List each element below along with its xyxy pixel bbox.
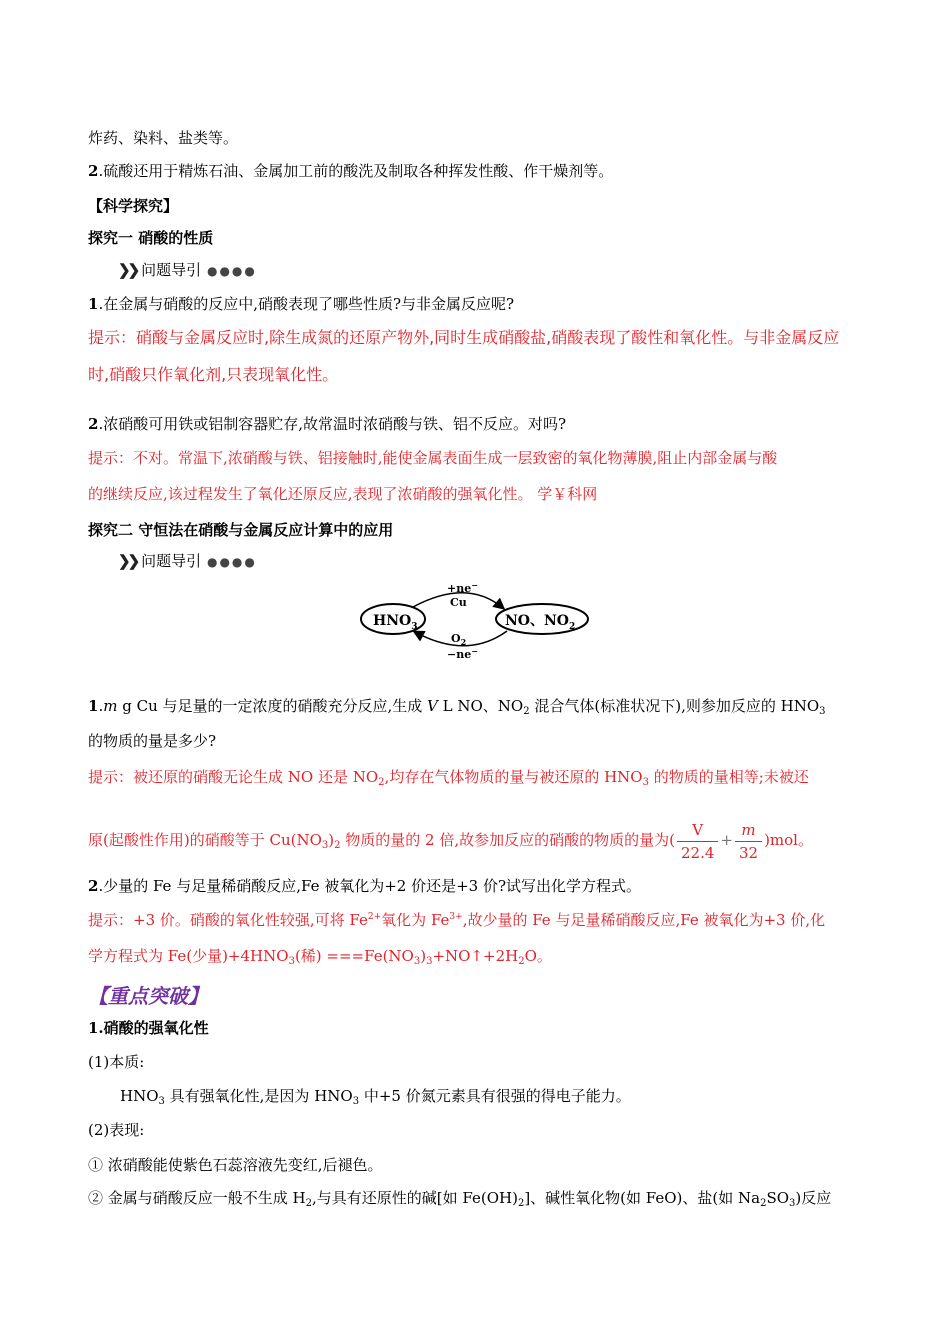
subsection-heading: 探究二 守恒法在硝酸与金属反应计算中的应用 [88,521,394,539]
question-guide: ❯❯ 问题导引 ●●●● [118,552,257,570]
answer-hint: 原(起酸性作用)的硝酸等于 $Cu(NO_3)_2$ 物质的量的 2 倍,故参加反应的硝酸的物质的量为( $\frac{V}{22.4}$ + $\frac{m}{32}$ )mol。 [88,820,813,862]
subsection-heading: 探究一 硝酸的性质 [88,229,214,247]
answer-hint: 学方程式为 Fe(少量)$+4HNO_3$(稀) $===Fe(NO_3)_3+NO↑+2H_2O$。 [88,947,552,967]
section-heading: 【科学探究】 [88,197,179,215]
answer-hint: 提示：不对。常温下,浓硝酸与铁、铝接触时,能使金属表面生成一层致密的氧化物薄膜,阻止内部金属与酸 [88,449,778,467]
answer-hint: 提示：+3 价。硝酸的氧化性较强,可将 $Fe^{2+}$氧化为 $Fe^{3+}$,故少量的 Fe 与足量稀硝酸反应,Fe 被氧化为+3 价,化 [88,911,826,929]
text-line: (1)本质: [88,1053,145,1071]
answer-hint: 的继续反应,该过程发生了氧化还原反应,表现了浓硝酸的强氧化性。 学￥科网 [88,485,598,503]
dots-icon: ●●●● [201,555,257,569]
hno3-label: $HNO_3$ [373,613,418,632]
question: 2.少量的 Fe 与足量稀硝酸反应,Fe 被氧化为+2 价还是+3 价?试写出化学方程式。 [88,877,642,895]
answer-hint: 提示：被还原的硝酸无论生成 NO 还是 $NO_2$,均存在气体物质的量与被还原的 $HNO_3$ 的物质的量相等;未被还 [88,768,809,788]
question-guide: ❯❯ 问题导引 ●●●● [118,261,257,279]
text-line: $HNO_3$ 具有强氧化性,是因为 $HNO_3$ 中+5 价氮元素具有很强的得电子能力。 [120,1087,631,1107]
no-no2-label: NO、$NO_2$ [505,613,576,632]
o2-label: $O_2$ [451,632,467,647]
question: 1.m g Cu 与足量的一定浓度的硝酸充分反应,生成 V L NO、$NO_2$ 混合气体(标准状况下),则参加反应的 $HNO_3$ [88,697,826,717]
double-chevron-icon: ❯❯ [118,552,138,570]
text-line: (2)表现: [88,1121,145,1139]
text-line: 2.硫酸还用于精炼石油、金属加工前的酸洗及制取各种挥发性酸、作干燥剂等。 [88,162,614,180]
double-chevron-icon: ❯❯ [118,261,138,279]
key-points-heading: 【重点突破】 [88,984,208,1008]
question: 2.浓硝酸可用铁或铝制容器贮存,故常温时浓硝酸与铁、铝不反应。对吗? [88,415,567,433]
answer-hint: 时,硝酸只作氧化剂,只表现氧化性。 [88,365,339,384]
text-line: ① 浓硝酸能使紫色石蕊溶液先变红,后褪色。 [88,1156,383,1174]
question: 的物质的量是多少? [88,732,217,750]
cu-label: Cu [450,596,467,609]
subsection-heading: 1.硝酸的强氧化性 [88,1019,209,1037]
fraction-m: $\frac{m}{32}$ [735,819,762,864]
text-line: ② 金属与硝酸反应一般不生成 $H_2$,与具有还原性的碱[如 $Fe(OH)_2$]、碱性氧化物(如 FeO)、盐(如 $Na_2SO_3$)反应 [88,1189,832,1209]
dots-icon: ●●●● [201,264,257,278]
gain-electron-label: +ne− [447,580,478,595]
text-line: 炸药、染料、盐类等。 [88,129,239,147]
lose-electron-label: −ne− [447,646,478,661]
fraction-v: $\frac{V}{22.4}$ [677,819,718,864]
redox-cycle-diagram [355,580,595,662]
answer-hint: 提示：硝酸与金属反应时,除生成氮的还原产物外,同时生成硝酸盐,硝酸表现了酸性和氧化性。与非金属反应 [88,328,840,347]
question: 1.在金属与硝酸的反应中,硝酸表现了哪些性质?与非金属反应呢? [88,295,515,313]
